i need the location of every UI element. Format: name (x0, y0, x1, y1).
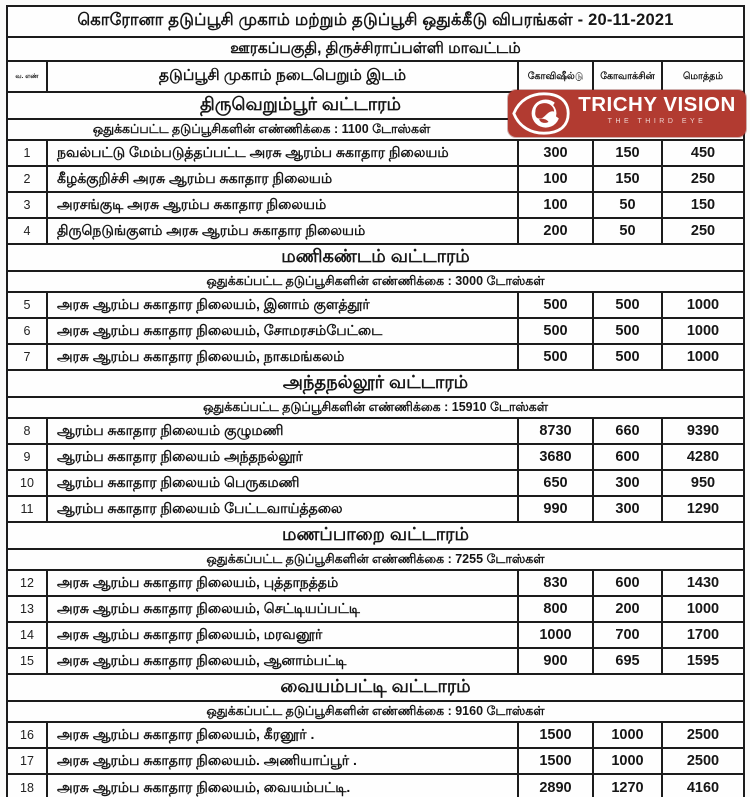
region-rows (8, 723, 743, 797)
row-serial: 2 (8, 167, 48, 191)
row-covaxin-count: 600 (594, 445, 663, 469)
row-total-count: 1290 (686, 501, 720, 517)
row-total-count: 1000 (686, 323, 720, 339)
table-row (8, 193, 743, 219)
region-rows (8, 141, 743, 245)
row-location: அரசு ஆரம்ப சுகாதார நிலையம், மரவனூர் (48, 623, 519, 647)
document-title: கொரோனா தடுப்பூசி முகாம் மற்றும் தடுப்பூசி ஒதுக்கீடு விபரங்கள் - 20-11-2021 (77, 11, 674, 29)
region-rows (8, 419, 743, 523)
district-subtitle-row (8, 38, 743, 62)
row-location: கீழக்குறிச்சி அரசு ஆரம்ப சுகாதார நிலையம் (48, 167, 519, 191)
region-allocation-row (8, 702, 743, 723)
table-row (8, 293, 743, 319)
row-covishield-count: 1500 (519, 723, 594, 747)
region-title-row (8, 371, 743, 398)
region-title-row (8, 675, 743, 702)
row-covishield-count: 800 (519, 597, 594, 621)
table-row (8, 471, 743, 497)
column-header-covaxin: கோவாக்சின் (594, 62, 663, 91)
row-covishield-count: 900 (519, 649, 594, 673)
region-allocation-row (8, 398, 743, 419)
row-covaxin-count: 1270 (594, 775, 663, 797)
row-location: அரசு ஆரம்ப சுகாதார நிலையம், ஆனாம்பட்டி (48, 649, 519, 673)
row-total-count: 450 (690, 145, 716, 161)
table-row (8, 597, 743, 623)
logo-text-block (572, 93, 742, 127)
table-row (8, 623, 743, 649)
sections-container (8, 93, 743, 797)
region-section (8, 371, 743, 523)
document-title-row (8, 7, 743, 38)
row-location: அரசு ஆரம்ப சுகாதார நிலையம், நாகமங்கலம் (48, 345, 519, 369)
row-location: அரசு ஆரம்ப சுகாதார நிலையம். அணியாப்பூர் . (48, 749, 519, 773)
row-location: அரசு ஆரம்ப சுகாதார நிலையம், வையம்பட்டி. (48, 775, 519, 797)
table-row (8, 497, 743, 523)
column-header-location: தடுப்பூசி முகாம் நடைபெறும் இடம் (48, 62, 519, 91)
table-row (8, 219, 743, 245)
region-title: அந்தநல்லூர் வட்டாரம் (282, 372, 469, 392)
row-covaxin-count: 150 (594, 141, 663, 165)
row-location: அரசு ஆரம்ப சுகாதார நிலையம், இனாம் குளத்தூர் (48, 293, 519, 317)
table-row (8, 649, 743, 675)
row-serial: 11 (8, 497, 48, 521)
region-title: வையம்பட்டி வட்டாரம் (280, 676, 471, 696)
row-serial: 14 (8, 623, 48, 647)
region-rows (8, 571, 743, 675)
row-serial: 3 (8, 193, 48, 217)
row-covaxin-count: 1000 (594, 723, 663, 747)
row-serial: 4 (8, 219, 48, 243)
region-section (8, 245, 743, 371)
third-eye-icon (510, 91, 572, 136)
table-row (8, 571, 743, 597)
region-allocation-row (8, 550, 743, 571)
row-location: திருநெடுங்குளம் அரசு ஆரம்ப சுகாதார நிலையம் (48, 219, 519, 243)
column-header-total: மொத்தம் (682, 70, 724, 82)
row-total-count: 1700 (686, 627, 720, 643)
row-covishield-count: 300 (519, 141, 594, 165)
row-total-count: 1430 (686, 575, 720, 591)
table-row (8, 319, 743, 345)
row-total-count: 9390 (686, 423, 720, 439)
row-total-count: 1000 (686, 601, 720, 617)
row-total-count: 1000 (686, 349, 720, 365)
column-header-row (8, 62, 743, 93)
row-covishield-count: 1000 (519, 623, 594, 647)
table-row (8, 723, 743, 749)
row-covishield-count: 3680 (519, 445, 594, 469)
region-allocation-note: ஒதுக்கப்பட்ட தடுப்பூசிகளின் எண்ணிக்கை : 1100 டோஸ்கள் (92, 121, 431, 136)
region-title: திருவெறும்பூர் வட்டாரம் (200, 94, 401, 114)
region-title-row (8, 245, 743, 272)
row-total-count: 250 (690, 223, 716, 239)
region-allocation-note: ஒதுக்கப்பட்ட தடுப்பூசிகளின் எண்ணிக்கை : 15910 டோஸ்கள் (202, 399, 549, 414)
row-serial: 7 (8, 345, 48, 369)
row-serial: 13 (8, 597, 48, 621)
row-serial: 5 (8, 293, 48, 317)
row-total-count: 4280 (686, 449, 720, 465)
row-covishield-count: 2890 (519, 775, 594, 797)
column-header-covishield: கோவிஷீல்டு (519, 62, 594, 91)
region-section (8, 675, 743, 797)
region-allocation-note: ஒதுக்கப்பட்ட தடுப்பூசிகளின் எண்ணிக்கை : 7255 டோஸ்கள் (206, 551, 545, 566)
row-serial: 17 (8, 749, 48, 773)
row-location: அரசு ஆரம்ப சுகாதார நிலையம், புத்தாநத்தம் (48, 571, 519, 595)
row-total-count: 250 (690, 171, 716, 187)
row-covishield-count: 1500 (519, 749, 594, 773)
row-covaxin-count: 500 (594, 319, 663, 343)
row-covaxin-count: 50 (594, 193, 663, 217)
region-section (8, 523, 743, 675)
row-covaxin-count: 500 (594, 293, 663, 317)
row-total-count: 1595 (686, 653, 720, 669)
table-row (8, 445, 743, 471)
region-allocation-row (8, 272, 743, 293)
column-header-serial: வ. எண் (8, 62, 48, 91)
row-covaxin-count: 50 (594, 219, 663, 243)
row-covishield-count: 500 (519, 319, 594, 343)
row-total-count: 950 (690, 475, 716, 491)
row-location: அரசு ஆரம்ப சுகாதார நிலையம், சோமரசம்பேட்டை (48, 319, 519, 343)
row-location: அரசு ஆரம்ப சுகாதார நிலையம், செட்டியப்பட்டி (48, 597, 519, 621)
trichy-vision-logo (508, 90, 746, 137)
row-serial: 8 (8, 419, 48, 443)
row-covaxin-count: 300 (594, 497, 663, 521)
row-location: அரசு ஆரம்ப சுகாதார நிலையம், கீரனூர் . (48, 723, 519, 747)
row-location: ஆரம்ப சுகாதார நிலையம் அந்தநல்லூர் (48, 445, 519, 469)
logo-name: TRICHY VISION (578, 93, 736, 116)
row-covaxin-count: 500 (594, 345, 663, 369)
row-total-count: 4160 (686, 780, 720, 796)
row-covaxin-count: 660 (594, 419, 663, 443)
row-serial: 16 (8, 723, 48, 747)
row-covishield-count: 100 (519, 193, 594, 217)
district-subtitle: ஊரகப்பகுதி, திருச்சிராப்பள்ளி மாவட்டம் (230, 39, 521, 57)
region-title: மணப்பாறை வட்டாரம் (282, 524, 469, 544)
table-row (8, 141, 743, 167)
row-covaxin-count: 1000 (594, 749, 663, 773)
region-title: மணிகண்டம் வட்டாரம் (281, 246, 470, 266)
row-covishield-count: 500 (519, 345, 594, 369)
row-location: நவல்பட்டு மேம்படுத்தப்பட்ட அரசு ஆரம்ப சுகாதார நிலையம் (48, 141, 519, 165)
row-covishield-count: 200 (519, 219, 594, 243)
row-serial: 15 (8, 649, 48, 673)
table-row (8, 775, 743, 797)
table-row (8, 167, 743, 193)
row-covishield-count: 100 (519, 167, 594, 191)
row-covaxin-count: 200 (594, 597, 663, 621)
row-covaxin-count: 150 (594, 167, 663, 191)
region-allocation-note: ஒதுக்கப்பட்ட தடுப்பூசிகளின் எண்ணிக்கை : 9160 டோஸ்கள் (206, 703, 545, 718)
row-serial: 1 (8, 141, 48, 165)
row-covaxin-count: 300 (594, 471, 663, 495)
logo-tagline: THE THIRD EYE (607, 118, 707, 125)
row-covishield-count: 500 (519, 293, 594, 317)
row-covishield-count: 830 (519, 571, 594, 595)
row-total-count: 150 (690, 197, 716, 213)
row-covaxin-count: 695 (594, 649, 663, 673)
row-serial: 18 (8, 775, 48, 797)
row-covishield-count: 650 (519, 471, 594, 495)
row-serial: 9 (8, 445, 48, 469)
row-location: ஆரம்ப சுகாதார நிலையம் குழுமணி (48, 419, 519, 443)
row-serial: 6 (8, 319, 48, 343)
row-covishield-count: 990 (519, 497, 594, 521)
row-location: அரசங்குடி அரசு ஆரம்ப சுகாதார நிலையம் (48, 193, 519, 217)
row-total-count: 2500 (686, 753, 720, 769)
region-allocation-note: ஒதுக்கப்பட்ட தடுப்பூசிகளின் எண்ணிக்கை : 3000 டோஸ்கள் (206, 273, 545, 288)
row-total-count: 2500 (686, 727, 720, 743)
row-total-count: 1000 (686, 297, 720, 313)
region-rows (8, 293, 743, 371)
row-serial: 10 (8, 471, 48, 495)
row-covaxin-count: 700 (594, 623, 663, 647)
table-row (8, 749, 743, 775)
region-title-row (8, 523, 743, 550)
row-location: ஆரம்ப சுகாதார நிலையம் பேட்டவாய்த்தலை (48, 497, 519, 521)
table-row (8, 345, 743, 371)
table-row (8, 419, 743, 445)
row-covishield-count: 8730 (519, 419, 594, 443)
row-covaxin-count: 600 (594, 571, 663, 595)
row-location: ஆரம்ப சுகாதார நிலையம் பெருகமணி (48, 471, 519, 495)
row-serial: 12 (8, 571, 48, 595)
